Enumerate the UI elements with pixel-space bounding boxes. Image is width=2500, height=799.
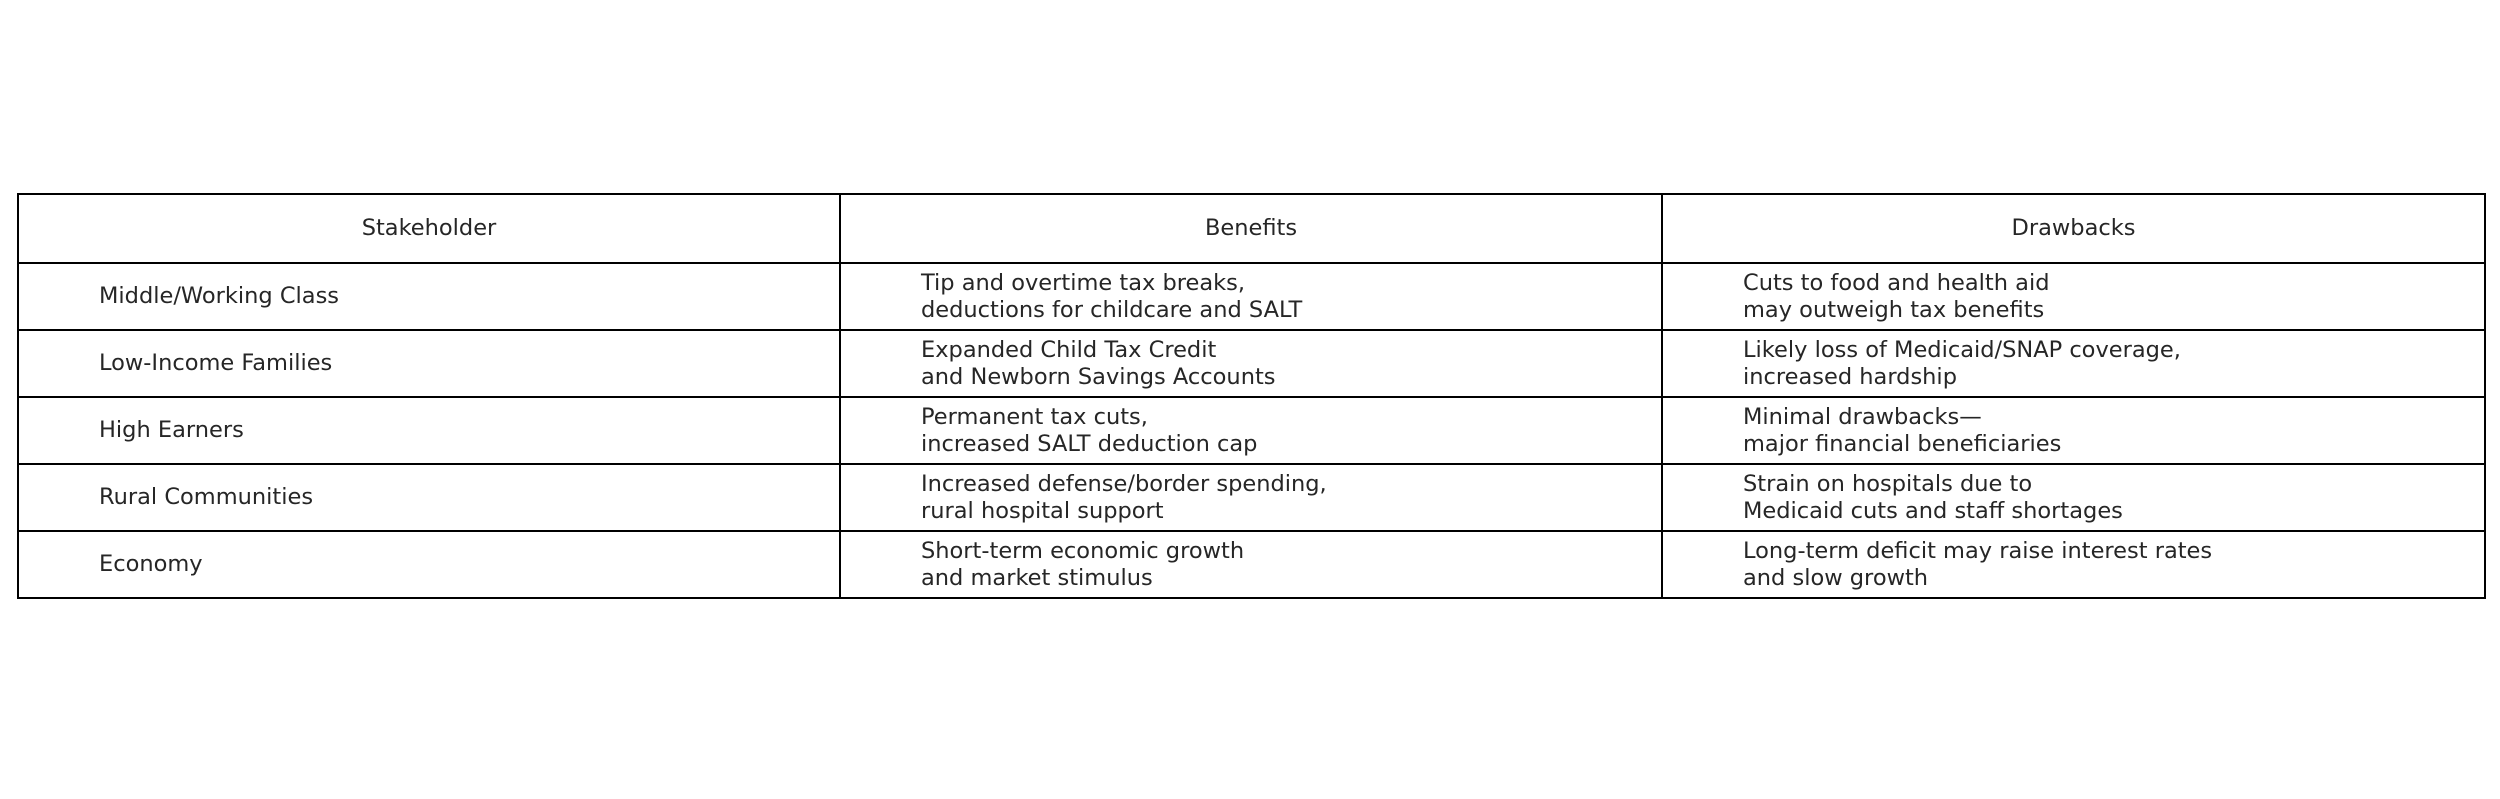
header-drawbacks: Drawbacks [1662,194,2485,263]
table-header [18,194,2485,263]
benefits-cell-line: Permanent tax cuts, [921,403,1148,430]
drawbacks-cell-line: increased hardship [1743,363,1957,390]
benefits-cell-line: Tip and overtime tax breaks, [921,269,1246,296]
table-row [18,397,2485,464]
stakeholder-cell [18,397,840,464]
drawbacks-cell-line: Medicaid cuts and staff shortages [1743,497,2123,524]
header-stakeholder: Stakeholder [18,194,840,263]
benefits-cell [840,397,1662,464]
drawbacks-cell [1662,330,2485,397]
stakeholder-cell-line: Rural Communities [99,484,314,510]
benefits-cell-line: Expanded Child Tax Credit [921,336,1217,363]
drawbacks-cell-line: major financial beneficiaries [1743,430,2062,457]
drawbacks-cell [1662,397,2485,464]
drawbacks-cell [1662,531,2485,598]
table-row [18,531,2485,598]
benefits-cell [840,531,1662,598]
stakeholder-cell-line: Economy [99,551,203,577]
benefits-cell-line: rural hospital support [921,497,1164,524]
benefits-cell-line: increased SALT deduction cap [921,430,1258,457]
stakeholder-cell [18,330,840,397]
drawbacks-cell-line: Minimal drawbacks— [1743,403,1982,430]
drawbacks-cell-line: Cuts to food and health aid [1743,269,2050,296]
drawbacks-cell-line: Long-term deficit may raise interest rates [1743,537,2213,564]
stakeholder-cell [18,531,840,598]
table-row [18,330,2485,397]
table-row [18,263,2485,330]
drawbacks-cell-line: may outweigh tax benefits [1743,296,2045,323]
stakeholder-cell-line: High Earners [99,417,244,443]
benefits-cell-line: and Newborn Savings Accounts [921,363,1276,390]
benefits-cell [840,464,1662,531]
drawbacks-cell [1662,263,2485,330]
drawbacks-cell-line: Likely loss of Medicaid/SNAP coverage, [1743,336,2181,363]
benefits-cell-line: Short-term economic growth [921,537,1245,564]
stakeholder-cell [18,464,840,531]
header-benefits: Benefits [840,194,1662,263]
drawbacks-cell [1662,464,2485,531]
benefits-cell [840,330,1662,397]
benefits-cell-line: Increased defense/border spending, [921,470,1327,497]
table-body [18,263,2485,598]
drawbacks-cell-line: and slow growth [1743,564,1929,591]
stakeholder-cell-line: Low-Income Families [99,350,333,376]
stakeholder-table [17,193,2486,599]
stakeholder-cell-line: Middle/Working Class [99,283,340,309]
benefits-cell-line: deductions for childcare and SALT [921,296,1303,323]
benefits-cell-line: and market stimulus [921,564,1153,591]
stakeholder-cell [18,263,840,330]
drawbacks-cell-line: Strain on hospitals due to [1743,470,2033,497]
table-row [18,464,2485,531]
header-row [18,194,2485,263]
benefits-cell [840,263,1662,330]
